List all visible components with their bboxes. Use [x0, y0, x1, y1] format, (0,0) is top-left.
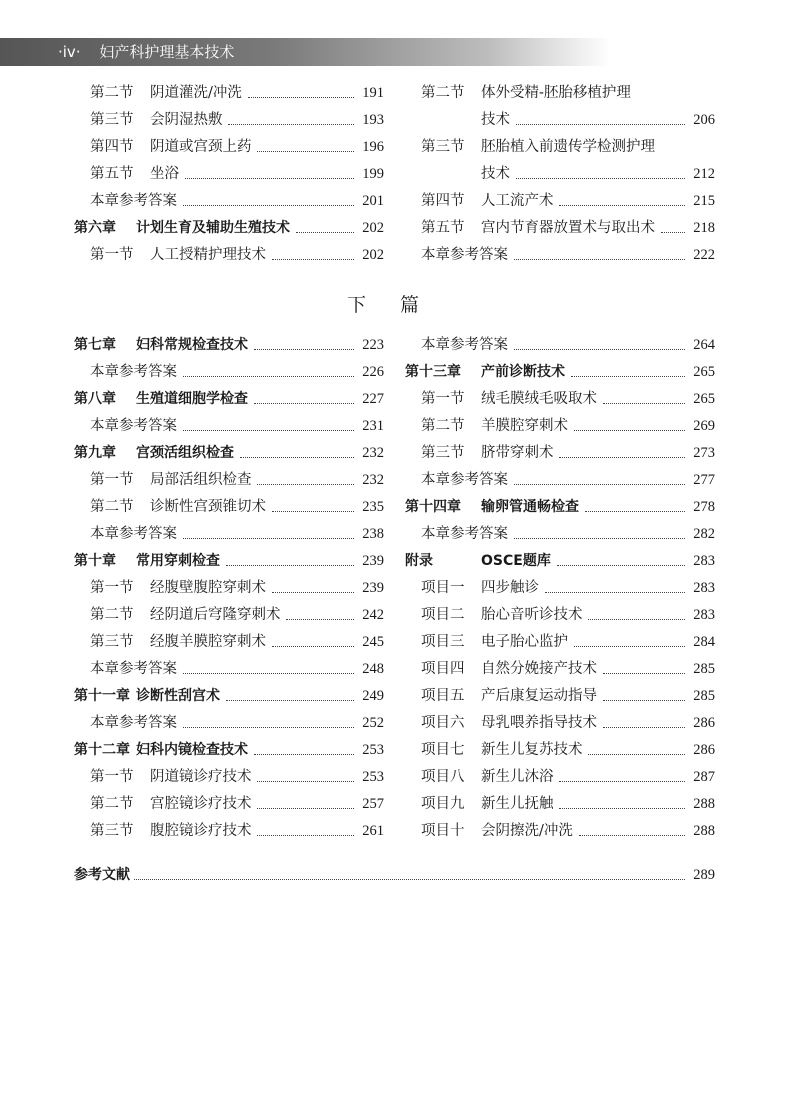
toc-entry-label: 第三节 [90, 823, 134, 839]
toc-page-number: 231 [362, 418, 384, 434]
leader-dots [272, 494, 354, 521]
toc-entry-title: 脐带穿刺术 [481, 445, 554, 461]
toc-entry-label: 项目二 [421, 607, 465, 623]
toc-page-number: 245 [362, 634, 384, 650]
toc-entry-title: 本章参考答案 [90, 418, 177, 434]
toc-entry-title: 四步触诊 [481, 580, 539, 596]
toc-entry-label: 第一节 [421, 391, 465, 407]
leader-dots [514, 521, 685, 548]
leader-dots [226, 683, 354, 710]
leader-dots [248, 80, 354, 107]
toc-page-number: 264 [693, 337, 715, 353]
toc-page-number: 265 [693, 391, 715, 407]
toc-entry-label: 第一节 [90, 247, 134, 263]
toc-entry-title: 人工流产术 [481, 193, 554, 209]
toc-entry-title: 电子胎心监护 [481, 634, 568, 650]
leader-dots [183, 188, 354, 215]
toc-section-entry[interactable] [74, 467, 384, 494]
toc-section-entry[interactable] [405, 440, 715, 467]
toc-section-entry[interactable] [74, 629, 384, 656]
leader-dots [559, 791, 685, 818]
toc-entry-title: 本章参考答案 [90, 526, 177, 542]
toc-answer-entry[interactable] [74, 710, 384, 737]
toc-page-number: 286 [693, 742, 715, 758]
toc-entry-title: 参考文献 [74, 867, 130, 883]
toc-entry-title: 新生儿抚触 [481, 796, 554, 812]
leader-dots [559, 440, 685, 467]
toc-section-entry[interactable] [405, 413, 715, 440]
toc-answer-entry[interactable] [405, 521, 715, 548]
leader-dots [183, 359, 354, 386]
toc-entry-label: 第二节 [421, 418, 465, 434]
toc-entry-label: 项目十 [421, 823, 465, 839]
toc-page-number: 196 [362, 139, 384, 155]
toc-page-number: 287 [693, 769, 715, 785]
toc-entry-title: 阴道或宫颈上药 [150, 139, 252, 155]
toc-chapter-entry[interactable] [74, 332, 384, 359]
toc-top-left-column [74, 80, 384, 269]
toc-entry-title: 宫内节育器放置术与取出术 [481, 220, 655, 236]
toc-section-entry[interactable] [74, 818, 384, 845]
toc-entry-title: 绒毛膜绒毛吸取术 [481, 391, 597, 407]
toc-top-right-column [405, 80, 715, 269]
leader-dots [603, 683, 685, 710]
toc-page-number: 288 [693, 823, 715, 839]
toc-entry-label: 第二节 [90, 499, 134, 515]
toc-entry-title: 新生儿复苏技术 [481, 742, 583, 758]
toc-entry-title: 诊断性宫颈锥切术 [150, 499, 266, 515]
toc-page-number: 202 [362, 220, 384, 236]
toc-page-number: 278 [693, 499, 715, 515]
toc-entry-label: 第七章 [74, 337, 116, 353]
leader-dots [254, 386, 354, 413]
toc-chapter-entry[interactable] [74, 215, 384, 242]
toc-answer-entry[interactable] [405, 242, 715, 269]
toc-page-number: 257 [362, 796, 384, 812]
toc-entry-label: 第二节 [90, 796, 134, 812]
running-head [58, 38, 234, 66]
leader-dots [286, 602, 354, 629]
toc-page-number: 235 [362, 499, 384, 515]
toc-page-number: 239 [362, 553, 384, 569]
toc-entry-label: 第三节 [90, 634, 134, 650]
toc-entry-label: 第二节 [421, 85, 465, 101]
toc-entry-title: 妇科内镜检查技术 [136, 742, 248, 758]
book-title: 妇产科护理基本技术 [99, 43, 235, 61]
toc-section-entry[interactable] [74, 764, 384, 791]
toc-section-entry[interactable] [405, 188, 715, 215]
toc-entry-title: 技术 [481, 112, 510, 128]
toc-entry-label: 第八章 [74, 391, 116, 407]
toc-section-entry[interactable] [74, 602, 384, 629]
toc-entry-label: 第三节 [421, 445, 465, 461]
toc-page-number: 285 [693, 688, 715, 704]
toc-entry-title: 产后康复运动指导 [481, 688, 597, 704]
toc-page-number: 277 [693, 472, 715, 488]
toc-entry-title: 体外受精-胚胎移植护理 [481, 85, 631, 101]
toc-bottom-right-column [405, 332, 715, 845]
toc-entry-label: 第二节 [90, 85, 134, 101]
toc-page-number: 227 [362, 391, 384, 407]
toc-page-number: 232 [362, 472, 384, 488]
toc-answer-entry[interactable] [74, 521, 384, 548]
toc-entry-title: 阴道镜诊疗技术 [150, 769, 252, 785]
leader-dots [588, 602, 685, 629]
toc-page-number: 288 [693, 796, 715, 812]
toc-entry-title: 自然分娩接产技术 [481, 661, 597, 677]
toc-entry-title: 输卵管通畅检查 [481, 499, 579, 515]
toc-section-entry[interactable] [74, 494, 384, 521]
toc-page-number: 284 [693, 634, 715, 650]
toc-page-number: 265 [693, 364, 715, 380]
toc-entry-label: 第四节 [90, 139, 134, 155]
leader-dots [514, 467, 685, 494]
toc-section-entry[interactable] [405, 764, 715, 791]
leader-dots [257, 134, 354, 161]
toc-chapter-entry[interactable] [405, 359, 715, 386]
toc-section-entry[interactable] [405, 575, 715, 602]
toc-chapter-entry[interactable] [405, 494, 715, 521]
toc-section-entry[interactable] [405, 710, 715, 737]
toc-page-number: 212 [693, 166, 715, 182]
toc-entry-title: 阴道灌洗/冲洗 [150, 85, 242, 101]
toc-chapter-entry[interactable] [74, 683, 384, 710]
toc-section-entry[interactable] [74, 575, 384, 602]
toc-page-number: 199 [362, 166, 384, 182]
toc-section-entry[interactable] [74, 791, 384, 818]
toc-page-number: 191 [362, 85, 384, 101]
toc-section-entry[interactable] [405, 161, 715, 188]
toc-section-entry[interactable] [405, 602, 715, 629]
leader-dots [183, 413, 354, 440]
toc-entry-title: OSCE题库 [481, 553, 551, 569]
leader-dots [588, 737, 685, 764]
toc-references-row[interactable] [74, 862, 715, 889]
toc-section-entry[interactable] [405, 386, 715, 413]
toc-section-entry[interactable] [405, 107, 715, 134]
toc-page-number: 285 [693, 661, 715, 677]
leader-dots [516, 161, 685, 188]
toc-page-number: 222 [693, 247, 715, 263]
toc-entry-label: 第十章 [74, 553, 116, 569]
toc-entry-title: 常用穿刺检查 [136, 553, 220, 569]
leader-dots [183, 710, 354, 737]
leader-dots [574, 629, 685, 656]
toc-section-entry[interactable] [405, 791, 715, 818]
toc-page-number: 252 [362, 715, 384, 731]
toc-entry-title: 腹腔镜诊疗技术 [150, 823, 252, 839]
toc-page-number: 283 [693, 607, 715, 623]
toc-chapter-entry[interactable] [74, 737, 384, 764]
toc-entry-title: 技术 [481, 166, 510, 182]
toc-chapter-entry[interactable] [74, 386, 384, 413]
toc-entry-label: 项目九 [421, 796, 465, 812]
toc-answer-entry[interactable] [405, 332, 715, 359]
leader-dots [603, 656, 685, 683]
toc-section-entry[interactable] [74, 107, 384, 134]
toc-entry-title: 会阴擦洗/冲洗 [481, 823, 573, 839]
leader-dots [514, 332, 685, 359]
leader-dots [574, 413, 685, 440]
toc-entry-title: 诊断性刮宫术 [136, 688, 220, 704]
toc-entry-label: 第九章 [74, 445, 116, 461]
toc-section-entry[interactable] [405, 656, 715, 683]
toc-entry-label: 第二节 [90, 607, 134, 623]
toc-entry-label: 项目六 [421, 715, 465, 731]
toc-page-number: 226 [362, 364, 384, 380]
toc-entry-title: 局部活组织检查 [150, 472, 252, 488]
leader-dots [585, 494, 685, 521]
toc-page-number: 193 [362, 112, 384, 128]
leader-dots [272, 242, 354, 269]
leader-dots [257, 791, 354, 818]
toc-chapter-entry[interactable] [74, 548, 384, 575]
toc-entry-title: 本章参考答案 [90, 193, 177, 209]
toc-section-entry[interactable] [405, 818, 715, 845]
leader-dots [228, 107, 354, 134]
toc-page-number: 206 [693, 112, 715, 128]
toc-answer-entry[interactable] [74, 656, 384, 683]
references-entry[interactable] [74, 862, 715, 889]
toc-entry-label: 第五节 [421, 220, 465, 236]
toc-page-number: 283 [693, 580, 715, 596]
leader-dots [296, 215, 354, 242]
toc-entry-title: 坐浴 [150, 166, 179, 182]
leader-dots [183, 656, 354, 683]
leader-dots [514, 242, 685, 269]
toc-entry-label: 项目三 [421, 634, 465, 650]
leader-dots [557, 548, 685, 575]
toc-entry-title: 本章参考答案 [90, 364, 177, 380]
toc-entry-title: 生殖道细胞学检查 [136, 391, 248, 407]
toc-page-number: 239 [362, 580, 384, 596]
toc-page-number: 282 [693, 526, 715, 542]
toc-entry-title: 人工授精护理技术 [150, 247, 266, 263]
leader-dots [254, 737, 354, 764]
toc-entry-label: 第三节 [421, 139, 465, 155]
toc-entry-label: 项目五 [421, 688, 465, 704]
toc-section-entry[interactable] [74, 161, 384, 188]
toc-section-entry[interactable] [405, 683, 715, 710]
toc-page-number: 289 [693, 867, 715, 883]
toc-entry-label: 第一节 [90, 580, 134, 596]
toc-entry-title: 母乳喂养指导技术 [481, 715, 597, 731]
toc-entry-title: 经阴道后穹隆穿刺术 [150, 607, 281, 623]
toc-entry-title: 本章参考答案 [90, 661, 177, 677]
toc-chapter-entry[interactable] [405, 548, 715, 575]
leader-dots [571, 359, 685, 386]
part-title: 下篇 [346, 294, 453, 316]
toc-answer-entry[interactable] [74, 413, 384, 440]
leader-dots [272, 629, 354, 656]
toc-entry-title: 本章参考答案 [421, 337, 508, 353]
leader-dots [559, 764, 685, 791]
toc-section-entry[interactable] [405, 215, 715, 242]
toc-entry-label: 附录 [405, 553, 433, 569]
toc-entry-title: 会阴湿热敷 [150, 112, 223, 128]
toc-entry-title: 经腹羊膜腔穿刺术 [150, 634, 266, 650]
toc-page-number: 238 [362, 526, 384, 542]
leader-dots [183, 521, 354, 548]
toc-entry-label: 第十四章 [405, 499, 461, 515]
toc-section-entry[interactable] [74, 80, 384, 107]
toc-entry-title: 本章参考答案 [90, 715, 177, 731]
toc-page-number: 248 [362, 661, 384, 677]
leader-dots [240, 440, 354, 467]
toc-entry-title: 本章参考答案 [421, 526, 508, 542]
page-number: ·iv· [58, 43, 81, 61]
toc-entry-title: 羊膜腔穿刺术 [481, 418, 568, 434]
toc-entry-title: 本章参考答案 [421, 247, 508, 263]
toc-section-entry[interactable] [405, 629, 715, 656]
toc-page-number: 253 [362, 742, 384, 758]
toc-page-number: 253 [362, 769, 384, 785]
page-header [0, 0, 800, 66]
leader-dots [185, 161, 354, 188]
toc-entry-title: 妇科常规检查技术 [136, 337, 248, 353]
leader-dots [579, 818, 685, 845]
toc-entry-label: 第五节 [90, 166, 134, 182]
toc-section-entry[interactable] [405, 737, 715, 764]
leader-dots [661, 215, 685, 242]
toc-entry-title: 计划生育及辅助生殖技术 [136, 220, 290, 236]
toc-answer-entry[interactable] [405, 467, 715, 494]
toc-chapter-entry[interactable] [74, 440, 384, 467]
toc-section-entry[interactable] [74, 134, 384, 161]
toc-bottom-left-column [74, 332, 384, 845]
toc-page-number: 223 [362, 337, 384, 353]
toc-page-number: 261 [362, 823, 384, 839]
leader-dots [257, 764, 354, 791]
toc-section-entry[interactable] [74, 242, 384, 269]
toc-page-number: 273 [693, 445, 715, 461]
toc-entry-label: 第十一章 [74, 688, 130, 704]
leader-dots [545, 575, 685, 602]
leader-dots [272, 575, 354, 602]
toc-page-number: 202 [362, 247, 384, 263]
toc-answer-entry[interactable] [74, 188, 384, 215]
leader-dots [603, 710, 685, 737]
toc-entry-title: 经腹壁腹腔穿刺术 [150, 580, 266, 596]
toc-page-number: 242 [362, 607, 384, 623]
toc-entry-label: 第三节 [90, 112, 134, 128]
leader-dots [257, 818, 354, 845]
leader-dots [226, 548, 354, 575]
toc-entry-label: 第一节 [90, 472, 134, 488]
toc-entry-label: 第十二章 [74, 742, 130, 758]
toc-section-entry[interactable] [405, 80, 715, 107]
toc-entry-title: 本章参考答案 [421, 472, 508, 488]
toc-entry-title: 胚胎植入前遗传学检测护理 [481, 139, 655, 155]
leader-dots [254, 332, 354, 359]
leader-dots [516, 107, 685, 134]
leader-dots [559, 188, 685, 215]
toc-page-number: 232 [362, 445, 384, 461]
toc-page-number: 215 [693, 193, 715, 209]
leader-dots [134, 862, 685, 889]
toc-entry-title: 产前诊断技术 [481, 364, 565, 380]
leader-dots [603, 386, 685, 413]
toc-entry-label: 项目七 [421, 742, 465, 758]
toc-entry-label: 项目一 [421, 580, 465, 596]
toc-entry-label: 项目四 [421, 661, 465, 677]
toc-entry-title: 宫腔镜诊疗技术 [150, 796, 252, 812]
toc-entry-title: 胎心音听诊技术 [481, 607, 583, 623]
toc-entry-title: 新生儿沐浴 [481, 769, 554, 785]
toc-entry-title: 宫颈活组织检查 [136, 445, 234, 461]
toc-page-number: 286 [693, 715, 715, 731]
toc-page-number: 249 [362, 688, 384, 704]
toc-answer-entry[interactable] [74, 359, 384, 386]
toc-entry-label: 第一节 [90, 769, 134, 785]
toc-page-number: 218 [693, 220, 715, 236]
toc-page-number: 269 [693, 418, 715, 434]
leader-dots [257, 467, 354, 494]
toc-section-entry[interactable] [405, 134, 715, 161]
toc-entry-label: 项目八 [421, 769, 465, 785]
toc-page-number: 283 [693, 553, 715, 569]
toc-entry-label: 第四节 [421, 193, 465, 209]
toc-entry-label: 第十三章 [405, 364, 461, 380]
toc-entry-label: 第六章 [74, 220, 116, 236]
toc-page-number: 201 [362, 193, 384, 209]
